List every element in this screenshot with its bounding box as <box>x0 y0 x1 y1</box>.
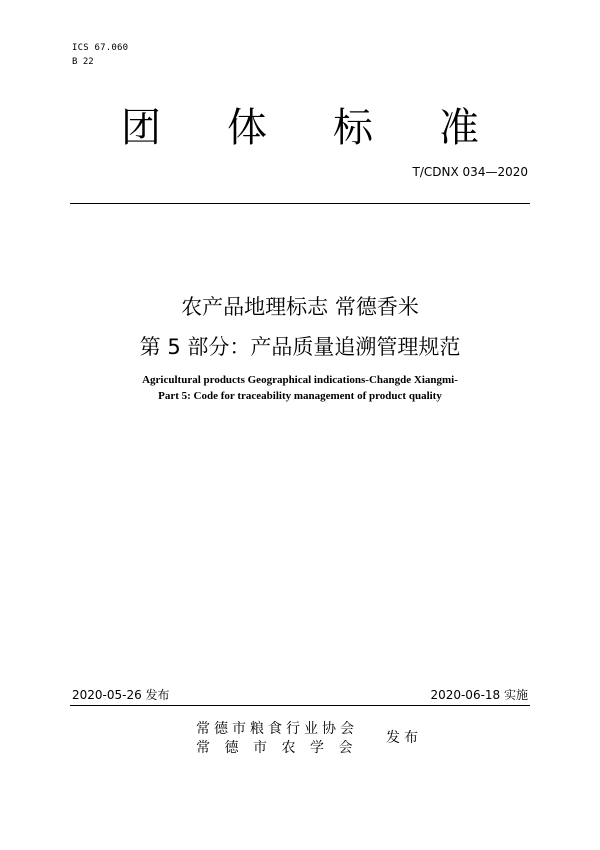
english-title-line-2: Part 5: Code for traceability management of product quality <box>158 390 442 402</box>
standard-type-char: 团 <box>121 105 161 151</box>
publish-label: 发布 <box>386 730 422 746</box>
publisher-1: 常德市粮食行业协会 <box>196 721 358 737</box>
ccs-code: B 22 <box>72 57 94 67</box>
implementation-date: 2020-06-18 实施 <box>430 688 528 702</box>
top-divider <box>70 203 530 204</box>
standard-type-char: 体 <box>227 105 267 151</box>
issue-date: 2020-05-26 发布 <box>72 688 170 702</box>
title-line-1: 农产品地理标志 常德香米 <box>181 295 419 319</box>
bottom-divider <box>70 705 530 706</box>
title-line-2: 第 5 部分：产品质量追溯管理规范 <box>139 335 461 359</box>
ics-code: ICS 67.060 <box>72 43 129 53</box>
english-title-line-1: Agricultural products Geographical indications-Changde Xiangmi- <box>142 374 458 386</box>
document-number: T/CDNX 034—2020 <box>412 165 528 179</box>
standard-type-char: 准 <box>439 105 479 151</box>
standard-type-char: 标 <box>333 105 373 151</box>
standard-type-heading <box>0 96 600 153</box>
publisher-2: 常德市农学会 <box>196 740 367 756</box>
